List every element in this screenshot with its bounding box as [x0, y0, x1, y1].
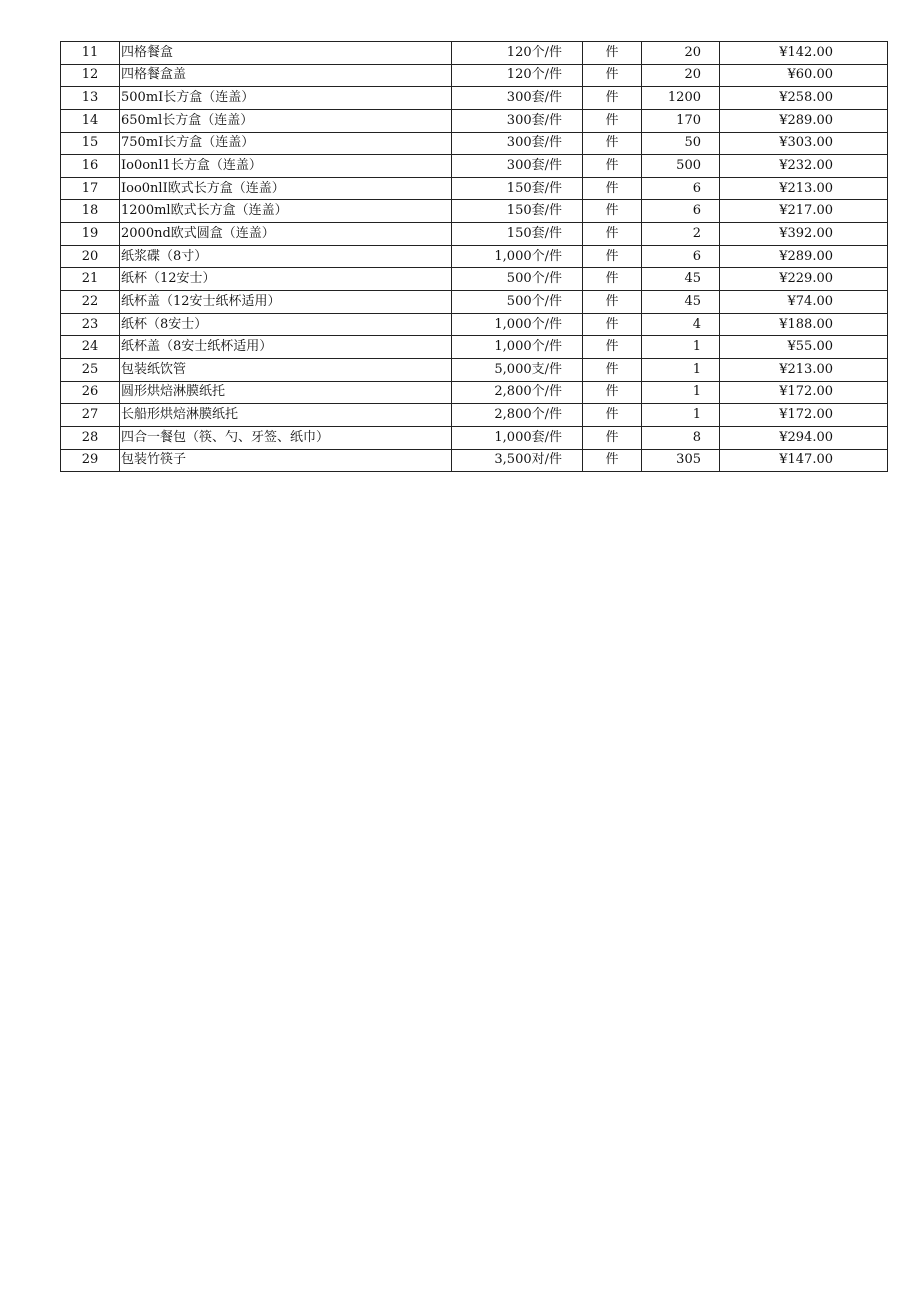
pack-spec-cell: 1,000个/件 — [452, 313, 583, 336]
quantity-cell: 500 — [642, 155, 720, 178]
pack-spec-cell: 300套/件 — [452, 109, 583, 132]
unit-cell: 件 — [583, 381, 642, 404]
table-row — [61, 426, 888, 449]
row-number-cell: 25 — [61, 358, 120, 381]
price-cell: ¥289.00 — [720, 245, 888, 268]
quantity-cell: 6 — [642, 177, 720, 200]
pack-spec-cell: 300套/件 — [452, 87, 583, 110]
pack-spec-cell: 120个/件 — [452, 64, 583, 87]
pack-spec-cell: 2,800个/件 — [452, 381, 583, 404]
quantity-cell: 20 — [642, 42, 720, 65]
price-cell: ¥217.00 — [720, 200, 888, 223]
row-number-cell: 27 — [61, 404, 120, 427]
price-cell: ¥289.00 — [720, 109, 888, 132]
row-number-cell: 13 — [61, 87, 120, 110]
product-name-cell: 纸浆碟（8寸） — [120, 245, 452, 268]
row-number-cell: 12 — [61, 64, 120, 87]
quantity-cell: 170 — [642, 109, 720, 132]
product-name-cell: 四格餐盒 — [120, 42, 452, 65]
pack-spec-cell: 3,500对/件 — [452, 449, 583, 472]
table-row — [61, 381, 888, 404]
product-name-cell: 包装竹筷子 — [120, 449, 452, 472]
product-name-cell: 1200ml欧式长方盒（连盖） — [120, 200, 452, 223]
product-name-cell: 纸杯盖（8安士纸杯适用） — [120, 336, 452, 359]
unit-cell: 件 — [583, 404, 642, 427]
product-name-cell: 750mI长方盒（连盖） — [120, 132, 452, 155]
pack-spec-cell: 500个/件 — [452, 268, 583, 291]
row-number-cell: 26 — [61, 381, 120, 404]
price-cell: ¥303.00 — [720, 132, 888, 155]
unit-cell: 件 — [583, 132, 642, 155]
quantity-cell: 6 — [642, 200, 720, 223]
table-row — [61, 200, 888, 223]
pack-spec-cell: 2,800个/件 — [452, 404, 583, 427]
product-name-cell: 长船形烘焙淋膜纸托 — [120, 404, 452, 427]
unit-cell: 件 — [583, 42, 642, 65]
product-name-cell: 圆形烘焙淋膜纸托 — [120, 381, 452, 404]
product-name-cell: 四格餐盒盖 — [120, 64, 452, 87]
row-number-cell: 15 — [61, 132, 120, 155]
unit-cell: 件 — [583, 449, 642, 472]
price-cell: ¥213.00 — [720, 358, 888, 381]
product-name-cell: 纸杯盖（12安士纸杯适用） — [120, 291, 452, 314]
unit-cell: 件 — [583, 87, 642, 110]
pack-spec-cell: 150套/件 — [452, 177, 583, 200]
product-name-cell: Io0onl1长方盒（连盖） — [120, 155, 452, 178]
product-name-cell: 2000nd欧式圆盒（连盖） — [120, 223, 452, 246]
table-row — [61, 87, 888, 110]
unit-cell: 件 — [583, 177, 642, 200]
quantity-cell: 1 — [642, 381, 720, 404]
quantity-cell: 8 — [642, 426, 720, 449]
price-cell: ¥74.00 — [720, 291, 888, 314]
row-number-cell: 23 — [61, 313, 120, 336]
table-row — [61, 245, 888, 268]
row-number-cell: 16 — [61, 155, 120, 178]
quantity-cell: 2 — [642, 223, 720, 246]
table-row — [61, 109, 888, 132]
unit-cell: 件 — [583, 291, 642, 314]
table-body — [61, 42, 888, 472]
row-number-cell: 20 — [61, 245, 120, 268]
price-cell: ¥213.00 — [720, 177, 888, 200]
quantity-cell: 1 — [642, 404, 720, 427]
table-row — [61, 132, 888, 155]
price-cell: ¥229.00 — [720, 268, 888, 291]
quantity-cell: 1 — [642, 336, 720, 359]
unit-cell: 件 — [583, 64, 642, 87]
row-number-cell: 19 — [61, 223, 120, 246]
table-row — [61, 358, 888, 381]
product-name-cell: 四合一餐包（筷、勺、牙签、纸巾） — [120, 426, 452, 449]
unit-cell: 件 — [583, 155, 642, 178]
quantity-cell: 6 — [642, 245, 720, 268]
price-cell: ¥55.00 — [720, 336, 888, 359]
price-cell: ¥60.00 — [720, 64, 888, 87]
quantity-cell: 45 — [642, 291, 720, 314]
table-row — [61, 64, 888, 87]
pack-spec-cell: 150套/件 — [452, 223, 583, 246]
table-row — [61, 42, 888, 65]
unit-cell: 件 — [583, 268, 642, 291]
table-row — [61, 336, 888, 359]
product-name-cell: 500mI长方盒（连盖） — [120, 87, 452, 110]
unit-cell: 件 — [583, 313, 642, 336]
row-number-cell: 11 — [61, 42, 120, 65]
table-row — [61, 291, 888, 314]
pack-spec-cell: 5,000支/件 — [452, 358, 583, 381]
unit-cell: 件 — [583, 426, 642, 449]
table-row — [61, 449, 888, 472]
row-number-cell: 22 — [61, 291, 120, 314]
table-row — [61, 268, 888, 291]
product-name-cell: 纸杯（8安士） — [120, 313, 452, 336]
row-number-cell: 29 — [61, 449, 120, 472]
unit-cell: 件 — [583, 109, 642, 132]
price-cell: ¥188.00 — [720, 313, 888, 336]
quantity-cell: 20 — [642, 64, 720, 87]
price-cell: ¥258.00 — [720, 87, 888, 110]
price-cell: ¥232.00 — [720, 155, 888, 178]
price-cell: ¥147.00 — [720, 449, 888, 472]
quantity-cell: 305 — [642, 449, 720, 472]
pack-spec-cell: 1,000个/件 — [452, 336, 583, 359]
unit-cell: 件 — [583, 223, 642, 246]
row-number-cell: 21 — [61, 268, 120, 291]
row-number-cell: 18 — [61, 200, 120, 223]
product-name-cell: 650ml长方盒（连盖） — [120, 109, 452, 132]
price-cell: ¥392.00 — [720, 223, 888, 246]
pack-spec-cell: 500个/件 — [452, 291, 583, 314]
quantity-cell: 45 — [642, 268, 720, 291]
table-row — [61, 404, 888, 427]
row-number-cell: 24 — [61, 336, 120, 359]
product-name-cell: 纸杯（12安士） — [120, 268, 452, 291]
pack-spec-cell: 300套/件 — [452, 155, 583, 178]
unit-cell: 件 — [583, 245, 642, 268]
quantity-cell: 50 — [642, 132, 720, 155]
table-row — [61, 177, 888, 200]
table-row — [61, 155, 888, 178]
product-name-cell: 包装纸饮管 — [120, 358, 452, 381]
price-cell: ¥294.00 — [720, 426, 888, 449]
pack-spec-cell: 120个/件 — [452, 42, 583, 65]
unit-cell: 件 — [583, 358, 642, 381]
unit-cell: 件 — [583, 200, 642, 223]
table-row — [61, 313, 888, 336]
quantity-cell: 1200 — [642, 87, 720, 110]
price-cell: ¥172.00 — [720, 404, 888, 427]
quantity-cell: 4 — [642, 313, 720, 336]
row-number-cell: 17 — [61, 177, 120, 200]
price-cell: ¥142.00 — [720, 42, 888, 65]
row-number-cell: 14 — [61, 109, 120, 132]
pack-spec-cell: 1,000套/件 — [452, 426, 583, 449]
product-price-table — [60, 41, 888, 472]
table-row — [61, 223, 888, 246]
pack-spec-cell: 300套/件 — [452, 132, 583, 155]
pack-spec-cell: 150套/件 — [452, 200, 583, 223]
unit-cell: 件 — [583, 336, 642, 359]
row-number-cell: 28 — [61, 426, 120, 449]
price-cell: ¥172.00 — [720, 381, 888, 404]
pack-spec-cell: 1,000个/件 — [452, 245, 583, 268]
product-name-cell: Ioo0nlI欧式长方盒（连盖） — [120, 177, 452, 200]
quantity-cell: 1 — [642, 358, 720, 381]
